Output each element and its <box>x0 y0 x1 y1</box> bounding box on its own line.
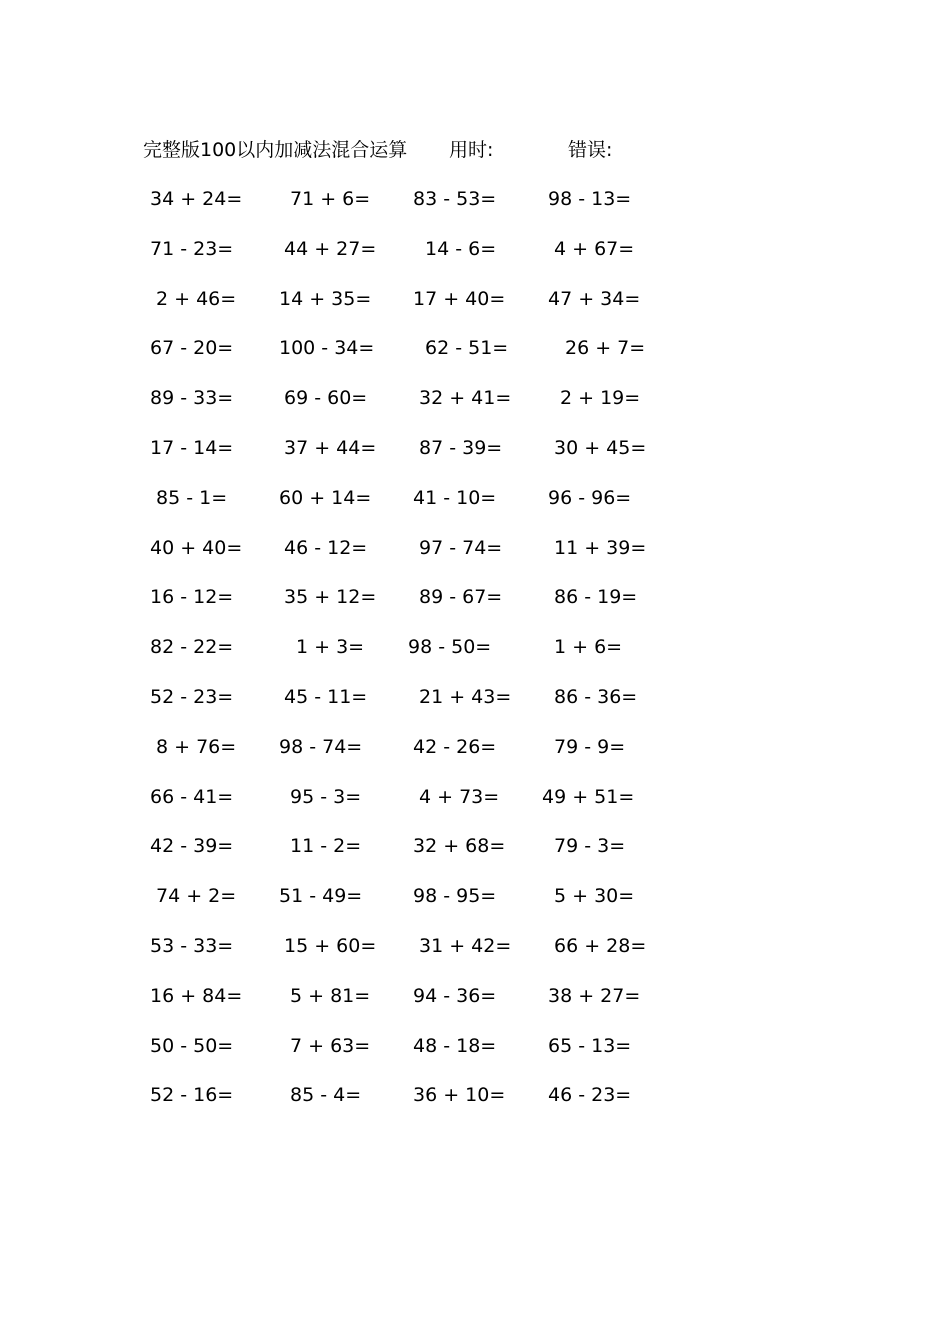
math-problem: 16 - 12= <box>150 586 234 609</box>
math-problem: 67 - 20= <box>150 337 234 360</box>
problem-row <box>0 584 950 634</box>
math-problem: 14 - 6= <box>425 237 497 260</box>
math-problem: 98 - 74= <box>279 735 363 758</box>
math-problem: 2 + 46= <box>156 287 237 310</box>
math-problem: 71 - 23= <box>150 237 234 260</box>
math-problem: 98 - 95= <box>413 885 497 908</box>
math-problem: 71 + 6= <box>290 188 371 210</box>
error-label: 错误: <box>568 139 613 161</box>
math-problem: 8 + 76= <box>156 735 237 758</box>
math-problem: 52 - 23= <box>150 685 234 708</box>
math-problem: 79 - 3= <box>554 835 626 858</box>
math-problem: 82 - 22= <box>150 636 234 659</box>
problem-row <box>0 1033 950 1083</box>
math-problem: 87 - 39= <box>419 436 503 459</box>
problem-row <box>0 933 950 983</box>
problem-row <box>0 186 950 236</box>
math-problem: 11 - 2= <box>290 835 362 858</box>
problem-row <box>0 335 950 385</box>
math-problem: 85 - 4= <box>290 1084 362 1107</box>
math-problem: 34 + 24= <box>150 188 243 210</box>
time-label: 用时: <box>449 139 494 161</box>
math-problem: 50 - 50= <box>150 1034 234 1057</box>
math-problem: 60 + 14= <box>279 486 372 509</box>
math-problem: 4 + 67= <box>554 237 635 260</box>
problem-row <box>0 634 950 684</box>
problem-row <box>0 684 950 734</box>
math-problem: 31 + 42= <box>419 934 512 957</box>
math-problem: 4 + 73= <box>419 785 500 808</box>
problem-row <box>0 286 950 336</box>
math-problem: 96 - 96= <box>548 486 632 509</box>
problem-grid <box>0 186 950 1132</box>
problem-row <box>0 236 950 286</box>
math-problem: 38 + 27= <box>548 984 641 1007</box>
math-problem: 66 + 28= <box>554 934 647 957</box>
math-problem: 47 + 34= <box>548 287 641 310</box>
math-problem: 1 + 3= <box>296 636 365 659</box>
math-problem: 53 - 33= <box>150 934 234 957</box>
math-problem: 1 + 6= <box>554 636 623 659</box>
math-problem: 52 - 16= <box>150 1084 234 1107</box>
problem-row <box>0 435 950 485</box>
math-problem: 69 - 60= <box>284 387 368 410</box>
math-problem: 86 - 19= <box>554 586 638 609</box>
worksheet-title: 完整版100以内加减法混合运算 <box>143 139 408 161</box>
math-problem: 16 + 84= <box>150 984 243 1007</box>
math-problem: 41 - 10= <box>413 486 497 509</box>
problem-row <box>0 784 950 834</box>
math-problem: 94 - 36= <box>413 984 497 1007</box>
math-problem: 86 - 36= <box>554 685 638 708</box>
math-problem: 40 + 40= <box>150 536 243 559</box>
math-problem: 51 - 49= <box>279 885 363 908</box>
math-problem: 46 - 12= <box>284 536 368 559</box>
math-problem: 66 - 41= <box>150 785 234 808</box>
math-problem: 17 + 40= <box>413 287 506 310</box>
math-problem: 5 + 81= <box>290 984 371 1007</box>
math-problem: 98 - 13= <box>548 188 632 210</box>
problem-row <box>0 485 950 535</box>
math-problem: 85 - 1= <box>156 486 228 509</box>
math-problem: 42 - 39= <box>150 835 234 858</box>
math-problem: 98 - 50= <box>408 636 492 659</box>
problem-row <box>0 983 950 1033</box>
problem-row <box>0 535 950 585</box>
problem-row <box>0 734 950 784</box>
math-problem: 7 + 63= <box>290 1034 371 1057</box>
math-problem: 14 + 35= <box>279 287 372 310</box>
math-problem: 21 + 43= <box>419 685 512 708</box>
math-problem: 89 - 67= <box>419 586 503 609</box>
math-problem: 32 + 68= <box>413 835 506 858</box>
math-problem: 79 - 9= <box>554 735 626 758</box>
worksheet-header <box>143 137 703 163</box>
math-problem: 37 + 44= <box>284 436 377 459</box>
math-problem: 100 - 34= <box>279 337 375 360</box>
math-problem: 89 - 33= <box>150 387 234 410</box>
math-problem: 44 + 27= <box>284 237 377 260</box>
math-problem: 48 - 18= <box>413 1034 497 1057</box>
problem-row <box>0 385 950 435</box>
math-problem: 11 + 39= <box>554 536 647 559</box>
math-problem: 97 - 74= <box>419 536 503 559</box>
math-problem: 42 - 26= <box>413 735 497 758</box>
math-problem: 35 + 12= <box>284 586 377 609</box>
math-problem: 36 + 10= <box>413 1084 506 1107</box>
math-problem: 46 - 23= <box>548 1084 632 1107</box>
math-problem: 95 - 3= <box>290 785 362 808</box>
problem-row <box>0 883 950 933</box>
math-problem: 15 + 60= <box>284 934 377 957</box>
math-problem: 26 + 7= <box>565 337 646 360</box>
math-problem: 2 + 19= <box>560 387 641 410</box>
math-problem: 62 - 51= <box>425 337 509 360</box>
problem-row <box>0 1082 950 1132</box>
math-problem: 74 + 2= <box>156 885 237 908</box>
problem-row <box>0 833 950 883</box>
math-problem: 17 - 14= <box>150 436 234 459</box>
math-problem: 32 + 41= <box>419 387 512 410</box>
math-problem: 83 - 53= <box>413 188 497 210</box>
math-problem: 49 + 51= <box>542 785 635 808</box>
math-problem: 65 - 13= <box>548 1034 632 1057</box>
math-problem: 5 + 30= <box>554 885 635 908</box>
math-problem: 30 + 45= <box>554 436 647 459</box>
math-problem: 45 - 11= <box>284 685 368 708</box>
